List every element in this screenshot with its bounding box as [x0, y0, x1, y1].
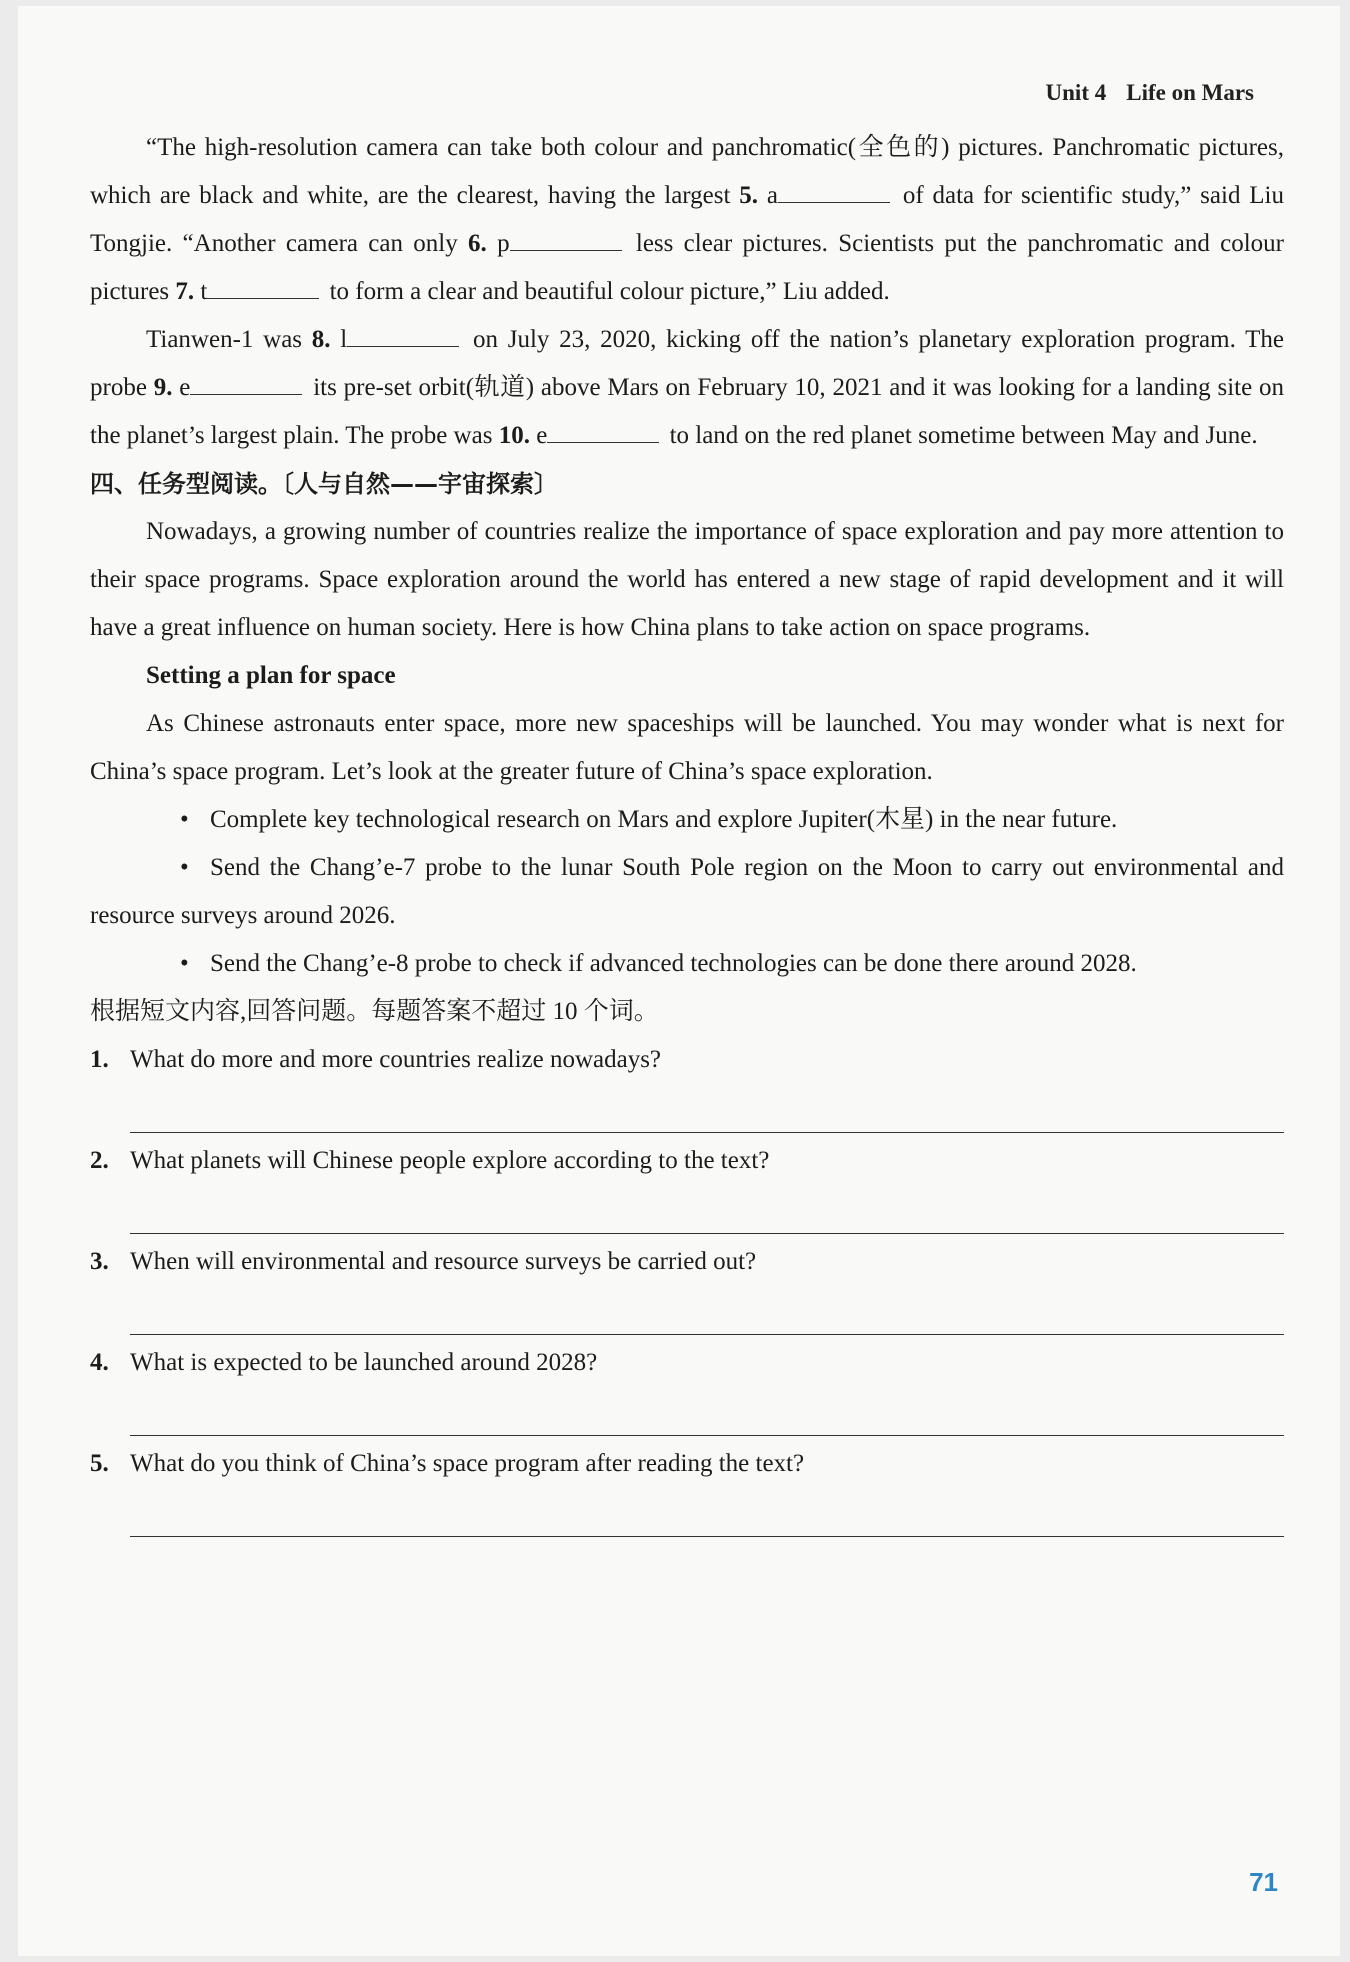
- blank-letter-8: l: [340, 326, 348, 353]
- text-span: to land on the red planet sometime between May and June.: [663, 422, 1258, 449]
- intro-paragraph: Nowadays, a growing number of countries realize the importance of space exploration and pay more attention to their space programs. Space exploration around the world has entered a new stage of rapid development and it will have a great influence on human society. Here is how China plans to take action on space programs.: [90, 518, 1284, 641]
- plan-paragraph: As Chinese astronauts enter space, more new spaceships will be launched. You may wonder what is next for China’s space program. Let’s look at the greater future of China’s space exploration.: [90, 710, 1284, 785]
- question-line: [90, 1339, 1284, 1387]
- question-text: What planets will Chinese people explore according to the text?: [130, 1147, 770, 1174]
- passage-paragraph-1: [90, 124, 1284, 316]
- blank-5[interactable]: [778, 180, 890, 203]
- blank-number-10: 10.: [498, 422, 530, 449]
- page: [18, 6, 1340, 1956]
- question-line: [90, 1238, 1284, 1286]
- answer-line[interactable]: [130, 1387, 1284, 1436]
- blank-10[interactable]: [547, 420, 659, 443]
- blank-8[interactable]: [347, 324, 459, 347]
- blank-letter-5: a: [766, 182, 778, 209]
- answer-line[interactable]: [130, 1185, 1284, 1234]
- question-item: [90, 1137, 1284, 1234]
- subheading: Setting a plan for space: [146, 662, 396, 689]
- blank-number-7: 7.: [175, 278, 195, 305]
- bullet-text: Send the Chang’e-8 probe to check if advanced technologies can be done there around 2028.: [210, 950, 1137, 977]
- unit-label: Unit 4: [1045, 80, 1107, 105]
- blank-7[interactable]: [207, 276, 319, 299]
- text-span: Tianwen-1 was: [146, 326, 312, 353]
- text-span: “The high-resolution camera can take both colour and panchromatic(全色的) pictures. Panchromatic pictures, which are black and white, are the clearest, having the largest: [90, 134, 1284, 209]
- answer-line[interactable]: [130, 1488, 1284, 1537]
- blank-letter-6: p: [497, 230, 510, 257]
- bullet-text: Complete key technological research on Mars and explore Jupiter(木星) in the near future.: [210, 806, 1118, 833]
- bullet-dot-icon: •: [180, 950, 189, 977]
- question-number: 2.: [90, 1147, 109, 1174]
- question-item: [90, 1238, 1284, 1335]
- blank-number-9: 9.: [153, 374, 173, 401]
- question-text: When will environmental and resource surveys be carried out?: [130, 1248, 757, 1275]
- blank-letter-10: e: [536, 422, 548, 449]
- content: [90, 124, 1284, 1541]
- question-line: [90, 1440, 1284, 1488]
- passage-paragraph-2: [90, 316, 1284, 460]
- bullet-item: [90, 844, 1284, 940]
- text-span: on July 23, 2020, kicking off the nation’s planetary exploration program. The probe: [90, 326, 1284, 401]
- text-span: its pre-set orbit(轨道) above Mars on February 10, 2021 and it was looking for a landing site on the planet’s largest plain. The probe was: [90, 374, 1284, 449]
- unit-title: Life on Mars: [1126, 80, 1254, 105]
- question-item: [90, 1440, 1284, 1537]
- section-title: 四、任务型阅读。〔人与自然——宇宙探索〕: [90, 470, 558, 498]
- question-number: 5.: [90, 1450, 109, 1477]
- question-number: 3.: [90, 1248, 109, 1275]
- blank-6[interactable]: [510, 228, 622, 251]
- blank-9[interactable]: [190, 372, 302, 395]
- instruction: 根据短文内容,回答问题。每题答案不超过 10 个词。: [90, 998, 659, 1025]
- question-text: What is expected to be launched around 2028?: [130, 1349, 598, 1376]
- blank-number-6: 6.: [468, 230, 487, 257]
- blank-letter-9: e: [179, 374, 191, 401]
- blank-number-5: 5.: [739, 182, 759, 209]
- bullet-dot-icon: •: [180, 806, 189, 833]
- answer-line[interactable]: [130, 1286, 1284, 1335]
- question-item: [90, 1339, 1284, 1436]
- question-number: 4.: [90, 1349, 109, 1376]
- answer-line[interactable]: [130, 1084, 1284, 1133]
- bullet-dot-icon: •: [180, 854, 189, 881]
- question-number: 1.: [90, 1046, 109, 1073]
- question-item: [90, 1036, 1284, 1133]
- page-header: [1046, 80, 1254, 106]
- bullet-text: Send the Chang’e-7 probe to the lunar South Pole region on the Moon to carry out environmental and resource surveys around 2026.: [90, 854, 1284, 929]
- blank-number-8: 8.: [311, 326, 331, 353]
- text-span: less clear pictures. Scientists put the panchromatic and colour pictures: [90, 230, 1285, 305]
- question-text: What do you think of China’s space program after reading the text?: [130, 1450, 805, 1477]
- text-span: of data for scientific study,” said Liu Tongjie. “Another camera can only: [90, 182, 1285, 257]
- question-text: What do more and more countries realize nowadays?: [130, 1046, 662, 1073]
- text-span: to form a clear and beautiful colour picture,” Liu added.: [323, 278, 890, 305]
- question-line: [90, 1137, 1284, 1185]
- question-line: [90, 1036, 1284, 1084]
- blank-letter-7: t: [200, 278, 208, 305]
- bullet-item: [90, 796, 1284, 844]
- bullet-item: [90, 940, 1284, 988]
- page-number: 71: [1249, 1867, 1278, 1897]
